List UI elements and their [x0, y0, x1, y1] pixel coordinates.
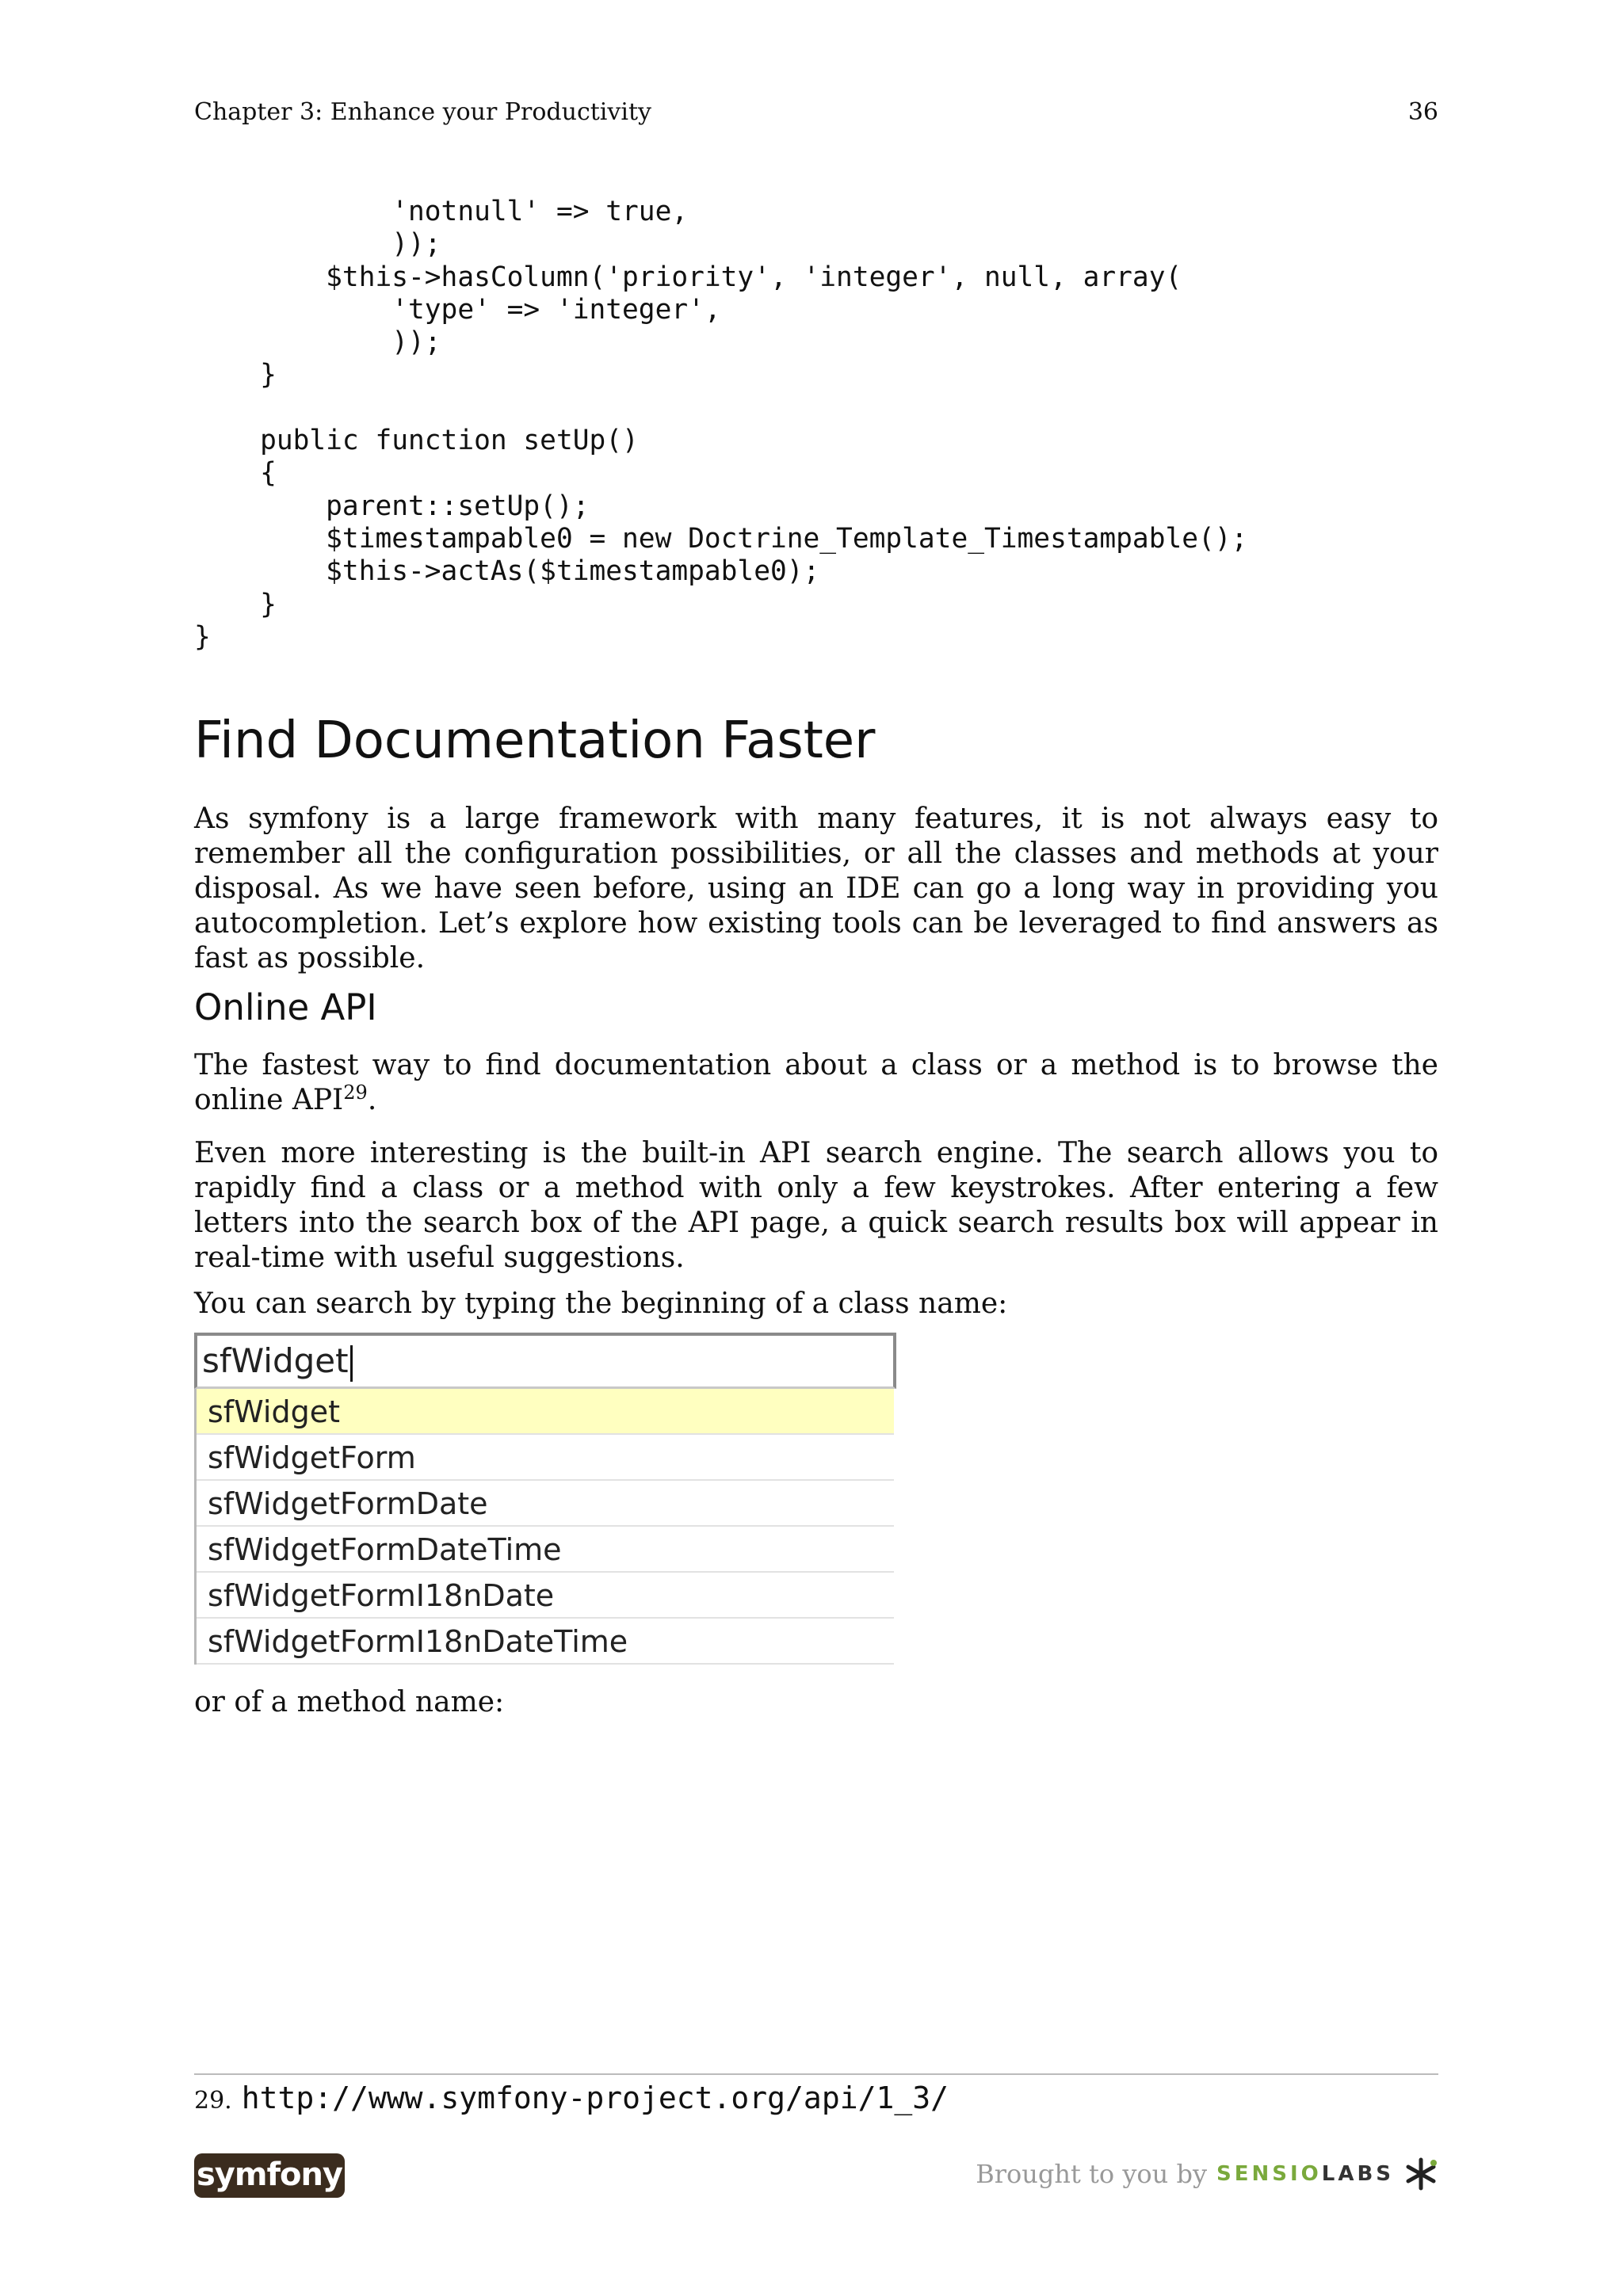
search-results-list [194, 1389, 894, 1665]
api-paragraph-end: . [367, 1084, 377, 1116]
method-search-paragraph: or of a method name: [194, 1686, 505, 1718]
search-result-item[interactable]: sfWidgetFormI18nDate [197, 1573, 894, 1619]
sensio-brand: SENSIO [1216, 2162, 1322, 2186]
footnote-link[interactable]: http://www.symfony-project.org/api/1_3/ [241, 2081, 949, 2115]
section-title: Find Documentation Faster [194, 711, 876, 770]
code-line: public function setUp() [260, 425, 639, 457]
search-result-item[interactable]: sfWidgetFormI18nDateTime [197, 1619, 894, 1665]
code-line: )); [391, 326, 441, 359]
subsection-title: Online API [194, 986, 377, 1028]
code-line: $this->hasColumn('priority', 'integer', null, array( [326, 261, 1182, 293]
sponsor-credit [976, 2157, 1438, 2191]
class-search-paragraph: You can search by typing the beginning of a class name: [194, 1287, 1008, 1320]
code-line: $this->actAs($timestampable0); [326, 555, 820, 588]
footnote [194, 2081, 949, 2115]
code-line: 'notnull' => true, [391, 196, 689, 227]
code-line: { [260, 457, 277, 490]
sensiolabs-logo-icon [1403, 2157, 1438, 2191]
code-line: } [260, 359, 277, 391]
code-block [194, 196, 1247, 654]
search-result-item[interactable]: sfWidget [197, 1389, 894, 1435]
footnote-ref[interactable]: 29 [343, 1081, 368, 1104]
code-line: } [260, 588, 277, 620]
symfony-logo: symfony [194, 2153, 345, 2198]
code-line: $timestampable0 = new Doctrine_Template_Timestampable(); [326, 522, 1248, 555]
running-header-chapter: Chapter 3: Enhance your Productivity [194, 98, 651, 126]
brought-by-text: Brought to you by [976, 2159, 1208, 2189]
page-number: 36 [1407, 98, 1438, 126]
text-caret [350, 1345, 353, 1382]
search-engine-paragraph: Even more interesting is the built-in API search engine. The search allows you to rapidly find a class or a method with only a few keystrokes. After entering a few letters into the search box of the API page, a quick search results box will appear in real-time with useful suggestions. [194, 1137, 1438, 1274]
footnote-divider [194, 2073, 1438, 2075]
api-paragraph-text: The fastest way to find documentation about a class or a method is to browse the online API [194, 1049, 1438, 1116]
search-result-item[interactable]: sfWidgetFormDateTime [197, 1527, 894, 1573]
code-line: } [194, 620, 211, 653]
code-line: )); [391, 228, 441, 261]
api-paragraph [194, 1048, 1438, 1118]
code-line: 'type' => 'integer', [391, 293, 721, 326]
api-search-screenshot [194, 1333, 892, 1664]
footnote-number: 29. [194, 2087, 232, 2115]
search-result-item[interactable]: sfWidgetForm [197, 1435, 894, 1481]
search-input[interactable] [194, 1333, 896, 1389]
intro-paragraph: As symfony is a large framework with many features, it is not always easy to remember all the configuration possibilities, or all the classes and methods at your disposal. As we have seen before, using an IDE can go a long way in providing you autocompletion. Let’s explore how existing tools can be leveraged to find answers as fast as possible. [194, 803, 1438, 974]
search-result-item[interactable]: sfWidgetFormDate [197, 1481, 894, 1527]
search-input-value: sfWidget [202, 1341, 349, 1380]
labs-brand: LABS [1321, 2162, 1394, 2186]
code-line: parent::setUp(); [326, 490, 590, 522]
